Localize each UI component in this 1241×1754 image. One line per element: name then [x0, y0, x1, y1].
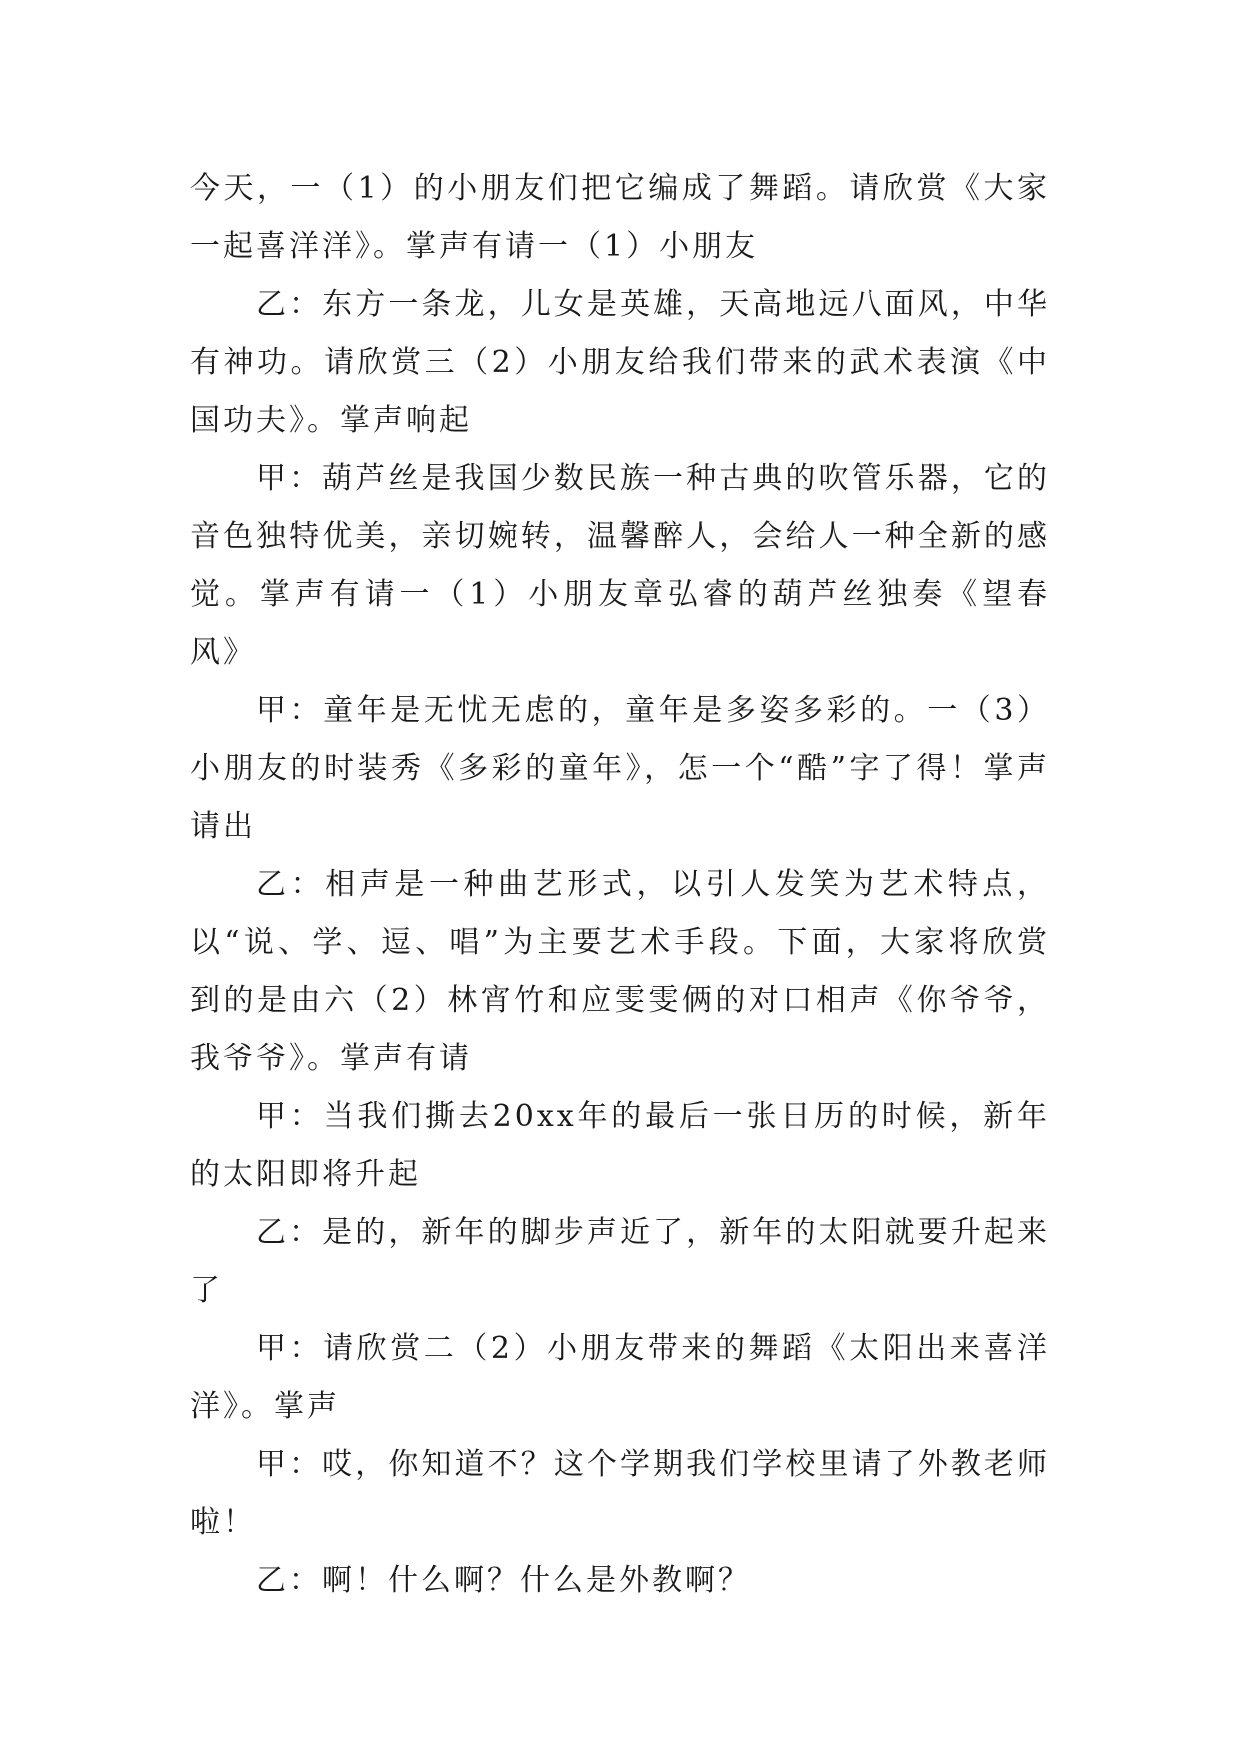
paragraph-4: 甲：童年是无忧无虑的，童年是多姿多彩的。一（3）小朋友的时装秀《多彩的童年》，怎一个“酷”字了得！掌声请出 — [190, 693, 1050, 844]
paragraph-1: 今天，一（1）的小朋友们把它编成了舞蹈。请欣赏《大家一起喜洋洋》。掌声有请一（1）小朋友 — [190, 171, 1050, 264]
paragraph-5: 乙：相声是一种曲艺形式，以引人发笑为艺术特点，以“说、学、逗、唱”为主要艺术手段。下面，大家将欣赏到的是由六（2）林宵竹和应雯雯俩的对口相声《你爷爷，我爷爷》。掌声有请 — [190, 867, 1050, 1076]
paragraph-3: 甲：葫芦丝是我国少数民族一种古典的吹管乐器，它的音色独特优美，亲切婉转，温馨醉人，会给人一种全新的感觉。掌声有请一（1）小朋友章弘睿的葫芦丝独奏《望春风》 — [190, 461, 1050, 670]
paragraph-8: 甲：请欣赏二（2）小朋友带来的舞蹈《太阳出来喜洋洋》。掌声 — [190, 1331, 1050, 1424]
paragraph-10: 乙：啊！什么啊？什么是外教啊？ — [256, 1563, 751, 1598]
paragraph-6: 甲：当我们撕去20xx年的最后一张日历的时候，新年的太阳即将升起 — [190, 1099, 1050, 1192]
paragraph-7: 乙：是的，新年的脚步声近了，新年的太阳就要升起来了 — [190, 1215, 1050, 1308]
document-body — [190, 160, 1050, 1610]
paragraph-9: 甲：哎，你知道不？这个学期我们学校里请了外教老师啦！ — [190, 1447, 1050, 1540]
paragraph-2: 乙：东方一条龙，儿女是英雄，天高地远八面风，中华有神功。请欣赏三（2）小朋友给我们带来的武术表演《中国功夫》。掌声响起 — [190, 287, 1050, 438]
